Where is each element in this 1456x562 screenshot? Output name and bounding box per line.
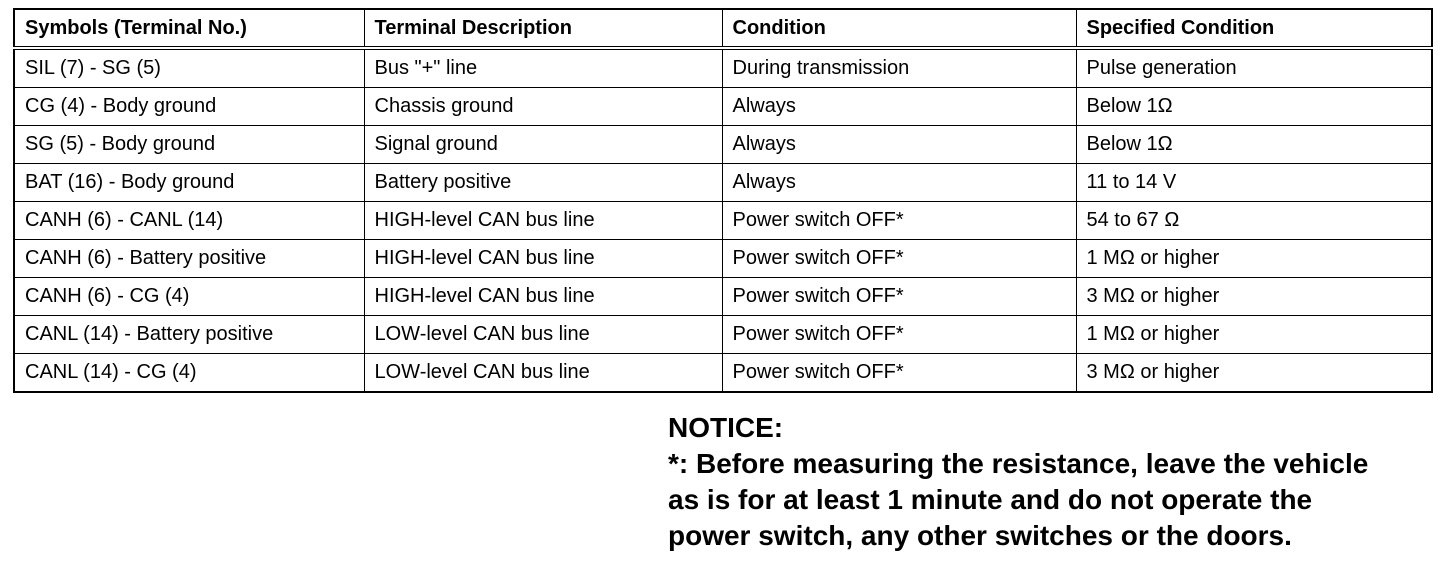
cell-condition: Power switch OFF* — [722, 316, 1076, 354]
cell-symbols: SIL (7) - SG (5) — [14, 48, 364, 88]
cell-symbols: CG (4) - Body ground — [14, 88, 364, 126]
cell-symbols: CANH (6) - CG (4) — [14, 278, 364, 316]
cell-terminal-description: Battery positive — [364, 164, 722, 202]
table-row — [14, 88, 1432, 126]
cell-symbols: CANL (14) - Battery positive — [14, 316, 364, 354]
cell-terminal-description: LOW-level CAN bus line — [364, 354, 722, 393]
header-condition: Condition — [722, 9, 1076, 48]
cell-condition: Always — [722, 88, 1076, 126]
cell-condition: Power switch OFF* — [722, 354, 1076, 393]
cell-condition: Always — [722, 164, 1076, 202]
cell-symbols: BAT (16) - Body ground — [14, 164, 364, 202]
cell-condition: During transmission — [722, 48, 1076, 88]
cell-condition: Power switch OFF* — [722, 240, 1076, 278]
cell-terminal-description: LOW-level CAN bus line — [364, 316, 722, 354]
table-header-row — [14, 9, 1432, 48]
table-row — [14, 48, 1432, 88]
cell-condition: Power switch OFF* — [722, 202, 1076, 240]
cell-terminal-description: HIGH-level CAN bus line — [364, 202, 722, 240]
cell-condition: Power switch OFF* — [722, 278, 1076, 316]
notice-line: as is for at least 1 minute and do not operate the — [668, 484, 1313, 515]
cell-symbols: CANL (14) - CG (4) — [14, 354, 364, 393]
cell-terminal-description: Bus "+" line — [364, 48, 722, 88]
cell-terminal-description: HIGH-level CAN bus line — [364, 278, 722, 316]
notice-line: *: Before measuring the resistance, leave the vehicle — [668, 448, 1369, 479]
table-row — [14, 278, 1432, 316]
table-row — [14, 316, 1432, 354]
notice-block — [668, 410, 1448, 554]
table-row — [14, 126, 1432, 164]
cell-condition: Always — [722, 126, 1076, 164]
header-symbols: Symbols (Terminal No.) — [14, 9, 364, 48]
cell-symbols: CANH (6) - Battery positive — [14, 240, 364, 278]
cell-specified-condition: Below 1Ω — [1076, 88, 1432, 126]
cell-specified-condition: 54 to 67 Ω — [1076, 202, 1432, 240]
cell-specified-condition: 3 MΩ or higher — [1076, 354, 1432, 393]
table-row — [14, 240, 1432, 278]
cell-symbols: SG (5) - Body ground — [14, 126, 364, 164]
cell-specified-condition: Below 1Ω — [1076, 126, 1432, 164]
header-terminal-description: Terminal Description — [364, 9, 722, 48]
table-row — [14, 202, 1432, 240]
notice-line: power switch, any other switches or the doors. — [668, 520, 1292, 551]
cell-specified-condition: 11 to 14 V — [1076, 164, 1432, 202]
notice-title: NOTICE: — [668, 412, 784, 443]
table-row — [14, 354, 1432, 393]
cell-terminal-description: Signal ground — [364, 126, 722, 164]
cell-specified-condition: 3 MΩ or higher — [1076, 278, 1432, 316]
cell-specified-condition: 1 MΩ or higher — [1076, 316, 1432, 354]
cell-terminal-description: HIGH-level CAN bus line — [364, 240, 722, 278]
cell-specified-condition: 1 MΩ or higher — [1076, 240, 1432, 278]
cell-terminal-description: Chassis ground — [364, 88, 722, 126]
cell-symbols: CANH (6) - CANL (14) — [14, 202, 364, 240]
header-specified-condition: Specified Condition — [1076, 9, 1432, 48]
cell-specified-condition: Pulse generation — [1076, 48, 1432, 88]
terminal-spec-table — [13, 8, 1433, 393]
table-row — [14, 164, 1432, 202]
